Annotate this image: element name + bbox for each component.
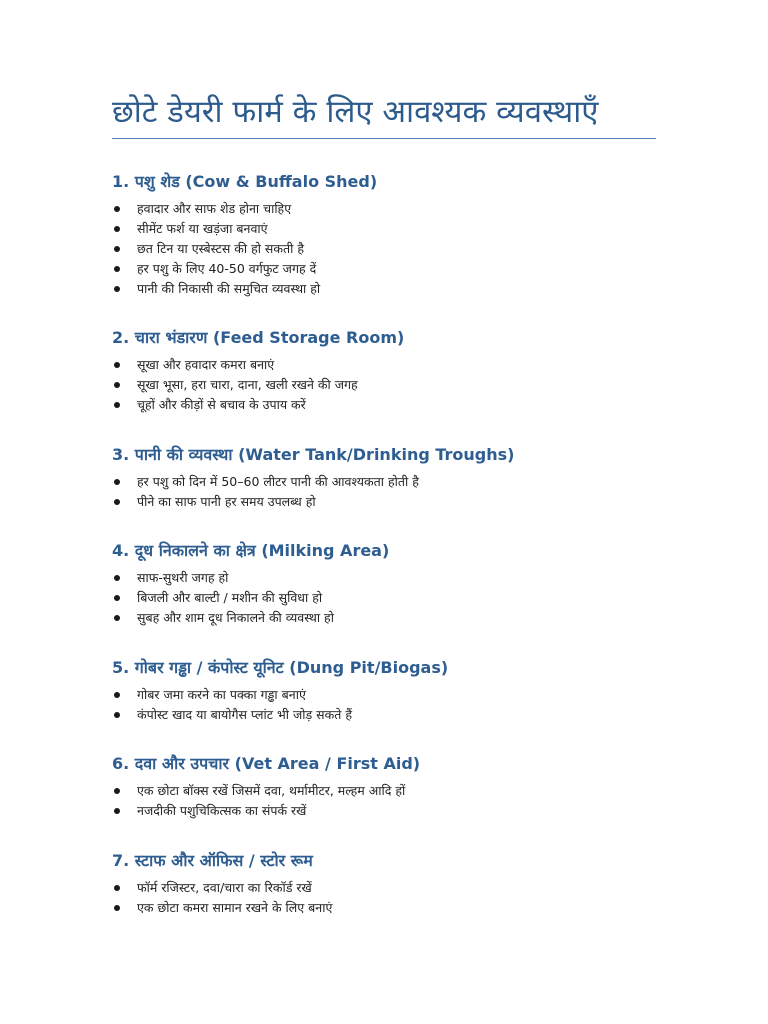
list-item [112, 492, 672, 512]
list-item-text: साफ-सुथरी जगह हो [137, 570, 229, 585]
list-item-text: छत टिन या एस्बेस्टस की हो सकती है [137, 241, 304, 256]
list-item-text: कंपोस्ट खाद या बायोगैस प्लांट भी जोड़ सकते हैं [137, 707, 352, 722]
list-item [112, 199, 672, 219]
list-item-text: सूखा और हवादार कमरा बनाएं [137, 357, 275, 372]
bullet-list [112, 685, 672, 725]
list-item [112, 568, 672, 588]
list-item [112, 685, 672, 705]
list-item [112, 259, 672, 279]
section-vet-area [112, 753, 672, 821]
section-heading: 6. दवा और उपचार (Vet Area / First Aid) [112, 754, 421, 773]
bullet-icon [114, 266, 120, 272]
list-item-text: बिजली और बाल्टी / मशीन की सुविधा हो [137, 590, 323, 605]
bullet-icon [114, 575, 120, 581]
list-item-text: फॉर्म रजिस्टर, दवा/चारा का रिकॉर्ड रखें [137, 880, 312, 895]
bullet-icon [114, 692, 120, 698]
bullet-icon [114, 595, 120, 601]
section-staff-office [112, 850, 672, 918]
list-item [112, 472, 672, 492]
bullet-icon [114, 788, 120, 794]
section-heading: 7. स्टाफ और ऑफिस / स्टोर रूम [112, 851, 313, 870]
bullet-list [112, 781, 672, 821]
section-heading: 5. गोबर गड्ढा / कंपोस्ट यूनिट (Dung Pit/Biogas) [112, 658, 449, 677]
bullet-icon [114, 885, 120, 891]
list-item [112, 898, 672, 918]
document-title: छोटे डेयरी फार्म के लिए आवश्यक व्यवस्थाएँ [112, 94, 599, 130]
bullet-icon [114, 286, 120, 292]
list-item-text: हर पशु के लिए 40-50 वर्गफुट जगह दें [137, 261, 317, 276]
bullet-list [112, 199, 672, 299]
list-item [112, 375, 672, 395]
list-item-text: चूहों और कीड़ों से बचाव के उपाय करें [137, 397, 306, 412]
section-dung-pit [112, 657, 672, 725]
list-item-text: सुबह और शाम दूध निकालने की व्यवस्था हो [137, 610, 334, 625]
section-milking-area [112, 540, 672, 628]
list-item-text: हवादार और साफ शेड होना चाहिए [137, 201, 292, 216]
bullet-list [112, 878, 672, 918]
section-water [112, 444, 672, 512]
list-item-text: सीमेंट फर्श या खड़ंजा बनवाएं [137, 221, 268, 236]
list-item [112, 878, 672, 898]
bullet-icon [114, 808, 120, 814]
list-item-text: एक छोटा कमरा सामान रखने के लिए बनाएं [137, 900, 333, 915]
list-item [112, 705, 672, 725]
section-feed-storage [112, 327, 672, 415]
bullet-icon [114, 226, 120, 232]
list-item-text: नजदीकी पशुचिकित्सक का संपर्क रखें [137, 803, 307, 818]
list-item [112, 395, 672, 415]
list-item [112, 279, 672, 299]
bullet-icon [114, 712, 120, 718]
bullet-list [112, 568, 672, 628]
list-item-text: गोबर जमा करने का पक्का गड्ढा बनाएं [137, 687, 306, 702]
bullet-icon [114, 402, 120, 408]
bullet-icon [114, 499, 120, 505]
bullet-list [112, 355, 672, 415]
list-item-text: पानी की निकासी की समुचित व्यवस्था हो [137, 281, 321, 296]
list-item [112, 355, 672, 375]
list-item-text: पीने का साफ पानी हर समय उपलब्ध हो [137, 494, 316, 509]
list-item [112, 239, 672, 259]
bullet-icon [114, 382, 120, 388]
bullet-icon [114, 362, 120, 368]
list-item [112, 219, 672, 239]
section-heading: 4. दूध निकालने का क्षेत्र (Milking Area) [112, 541, 390, 560]
bullet-icon [114, 479, 120, 485]
list-item-text: एक छोटा बॉक्स रखें जिसमें दवा, थर्मामीटर, मल्हम आदि हों [137, 783, 406, 798]
list-item-text: हर पशु को दिन में 50–60 लीटर पानी की आवश्यकता होती है [137, 474, 419, 489]
bullet-icon [114, 615, 120, 621]
section-heading: 2. चारा भंडारण (Feed Storage Room) [112, 328, 405, 347]
section-heading: 1. पशु शेड (Cow & Buffalo Shed) [112, 172, 378, 191]
list-item [112, 801, 672, 821]
bullet-icon [114, 206, 120, 212]
list-item [112, 608, 672, 628]
list-item [112, 588, 672, 608]
list-item [112, 781, 672, 801]
bullet-icon [114, 246, 120, 252]
section-heading: 3. पानी की व्यवस्था (Water Tank/Drinking Troughs) [112, 445, 515, 464]
bullet-icon [114, 905, 120, 911]
bullet-list [112, 472, 672, 512]
list-item-text: सूखा भूसा, हरा चारा, दाना, खली रखने की जगह [137, 377, 358, 392]
section-cow-shed [112, 171, 672, 299]
title-divider [112, 138, 656, 139]
